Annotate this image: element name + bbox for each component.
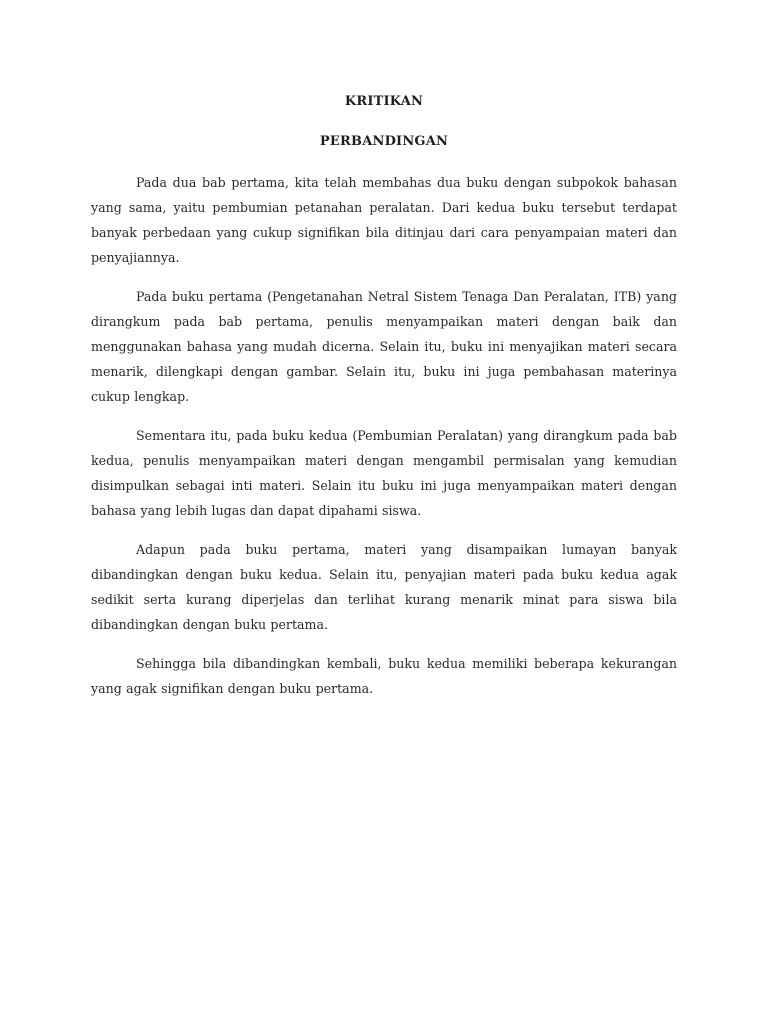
document-title: KRITIKAN <box>344 94 424 109</box>
paragraph: Pada buku pertama (Pengetanahan Netral Sistem Tenaga Dan Peralatan, ITB) yang dirangkum pada bab pertama, penulis menyampaikan materi dengan baik dan menggunakan bahasa yang mudah dicerna. Selain itu, buku ini menyajikan materi secara menarik, dilengkapi dengan gambar. Selain itu, buku ini juga pembahasan materinya cukup lengkap. <box>91 289 677 404</box>
document-subtitle: PERBANDINGAN <box>319 134 449 149</box>
paragraph: Sehingga bila dibandingkan kembali, buku kedua memiliki beberapa kekurangan yang agak signifikan dengan buku pertama. <box>91 656 677 696</box>
paragraph: Sementara itu, pada buku kedua (Pembumian Peralatan) yang dirangkum pada bab kedua, penulis menyampaikan materi dengan mengambil permisalan yang kemudian disimpulkan sebagai inti materi. Selain itu buku ini juga menyampaikan materi dengan bahasa yang lebih lugas dan dapat dipahami siswa. <box>91 428 677 518</box>
paragraph: Pada dua bab pertama, kita telah membahas dua buku dengan subpokok bahasan yang sama, yaitu pembumian petanahan peralatan. Dari kedua buku tersebut terdapat banyak perbedaan yang cukup signifikan bila ditinjau dari cara penyampaian materi dan penyajiannya. <box>91 175 677 265</box>
paragraph: Adapun pada buku pertama, materi yang disampaikan lumayan banyak dibandingkan dengan buku kedua. Selain itu, penyajian materi pada buku kedua agak sedikit serta kurang diperjelas dan terlihat kurang menarik minat para siswa bila dibandingkan dengan buku pertama. <box>91 542 677 632</box>
document-body <box>91 170 677 715</box>
